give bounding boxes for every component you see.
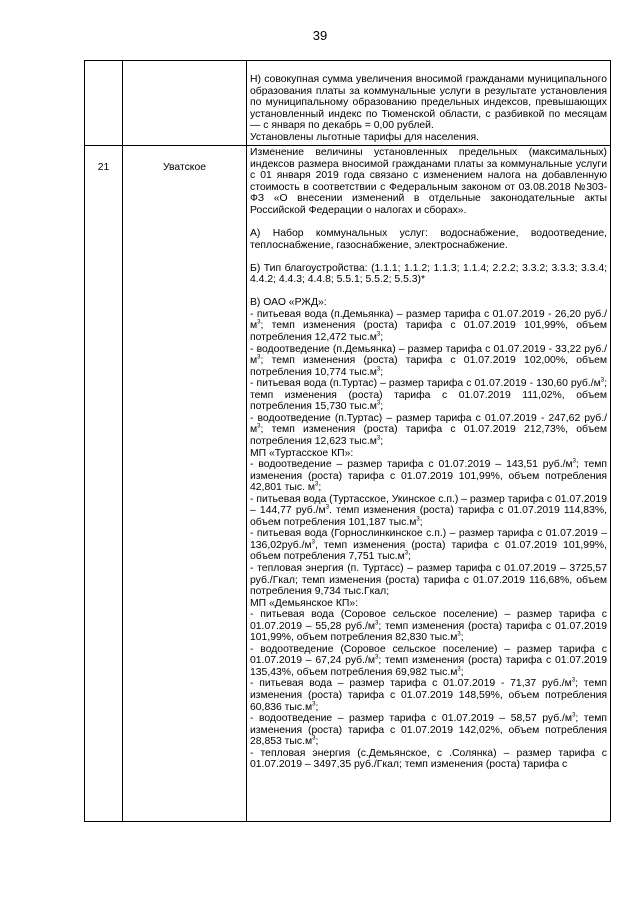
row-number-cell bbox=[85, 61, 123, 146]
row-number-cell: 21 bbox=[85, 146, 123, 822]
unit-exponent: 3 bbox=[600, 377, 605, 384]
tariff-text: ; bbox=[408, 551, 412, 563]
tariff-text: , темп изменения (роста) тарифа с 01.07.2019 101,99%, объем потребления 7,751 тыс.м bbox=[250, 539, 607, 563]
unit-exponent: 3 bbox=[375, 654, 379, 661]
unit-exponent: 3 bbox=[315, 481, 319, 488]
tariff-item bbox=[250, 309, 607, 344]
tariff-text: ; bbox=[419, 516, 423, 528]
tariff-item bbox=[250, 344, 607, 379]
municipality-cell: Уватское bbox=[123, 146, 247, 822]
document-table bbox=[84, 60, 611, 822]
tariff-item bbox=[250, 378, 607, 413]
unit-exponent: 3 bbox=[571, 677, 576, 684]
tariff-text: ; bbox=[315, 701, 319, 713]
tariff-text: - питьевая вода (п.Демьянка) – размер тарифа с 01.07.2019 - 26,20 руб./м bbox=[250, 308, 607, 332]
section-title-demyansk: МП «Демьянское КП»: bbox=[250, 597, 359, 609]
demyansk-items bbox=[250, 609, 607, 771]
unit-exponent: 3 bbox=[572, 712, 576, 719]
services-paragraph: А) Набор коммунальных услуг: водоснабжение, водоотведение, теплоснабжение, газоснабжение, электроснабжение. bbox=[250, 228, 607, 251]
tariff-item bbox=[250, 563, 607, 598]
tariff-text: - питьевая вода (п.Туртас) – размер тарифа с 01.07.2019 - 130,60 руб./м bbox=[250, 378, 601, 390]
unit-exponent: 3 bbox=[312, 735, 316, 742]
tariff-text: ; bbox=[318, 482, 322, 494]
tariff-item bbox=[250, 609, 607, 644]
tariff-text: ; темп изменения (роста) тарифа с 01.07.2019 102,00%, объем потребления 10,774 тыс.м bbox=[250, 355, 607, 378]
tariff-text: - питьевая вода (Соровое сельское поселение) – размер тарифа с 01.07.2019 – 55,28 руб./м bbox=[250, 609, 607, 632]
tariff-text: - водоотведение – размер тарифа с 01.07.2019 – 58,57 руб./м bbox=[250, 713, 573, 725]
tariff-text: - водоотведение (п.Туртас) – размер тарифа с 01.07.2019 - 247,62 руб./м bbox=[250, 412, 607, 436]
unit-exponent: 3 bbox=[376, 331, 381, 338]
tariff-text: - водоотведение (п.Демьянка) – размер тарифа с 01.07.2019 - 33,22 руб./м bbox=[250, 343, 607, 367]
row-content bbox=[247, 61, 610, 145]
unit-exponent: 3 bbox=[376, 366, 381, 373]
tariff-item bbox=[250, 494, 607, 529]
tariff-text: - тепловая энергия (п. Туртасс) – размер тарифа с 01.07.2019 – 3725,57 руб./Гкал; темп изменения (роста) тарифа с 01.07.2019 116,68%, объем потребления 9,734 тыс.Гкал; bbox=[250, 562, 607, 598]
unit-exponent: 3 bbox=[257, 320, 261, 327]
paragraph: Н) совокупная сумма увеличения вносимой гражданами муниципального образования платы за коммунальные услуги в результате установления по муниципальному образованию предельных индексов, превышающих установленный индекс по Тюменской области, с разбивкой по месяцам — с января по декабрь = 0,00 рублей. bbox=[250, 74, 607, 132]
section-title-turtas: МП «Туртасское КП»: bbox=[250, 447, 354, 459]
tariff-text: ; темп изменения (роста) тарифа с 01.07.2019 135,43%, объем потребления 69,982 тыс.м bbox=[250, 655, 607, 678]
unit-exponent: 3 bbox=[375, 620, 379, 627]
tariff-text: ; темп изменения (роста) тарифа с 01.07.2019 148,59%, объем потребления 60,836 тыс.м bbox=[250, 678, 608, 713]
tariff-text: - питьевая вода – размер тарифа с 01.07.2019 - 71,37 руб./м bbox=[250, 678, 572, 690]
tariff-item bbox=[250, 459, 607, 494]
section-title-rzd: В) ОАО «РЖД»: bbox=[250, 297, 327, 309]
improvement-type-paragraph: Б) Тип благоустройства: (1.1.1; 1.1.2; 1.1.3; 1.1.4; 2.2.2; 3.3.2; 3.3.3; 3.3.4; 4.4.2; 4.4.3; 4.4.8; 5.5.1; 5.5.2; 5.5.3)* bbox=[250, 262, 607, 286]
tariff-item bbox=[250, 644, 607, 679]
tariff-text: - водоотведение – размер тарифа с 01.07.2019 – 143,51 руб./м bbox=[250, 459, 573, 471]
paragraph: Установлены льготные тарифы для населения. bbox=[250, 131, 480, 143]
municipality-cell bbox=[123, 61, 247, 146]
tariff-text: - тепловая энергия (с.Демьянское, с .Солянка) – размер тарифа с 01.07.2019 – 3497,35 руб./Гкал; темп изменения (роста) тарифа с bbox=[250, 747, 607, 771]
row-content bbox=[247, 146, 610, 821]
tariff-item bbox=[250, 748, 607, 771]
rzd-items bbox=[250, 309, 607, 448]
page-number: 39 bbox=[312, 28, 328, 43]
tariff-text: - водоотведение (Соровое сельское поселение) – размер тарифа с 01.07.2019 – 67,24 руб./м bbox=[250, 643, 607, 667]
unit-exponent: 3 bbox=[257, 354, 261, 361]
tariff-text: ; bbox=[460, 632, 464, 644]
tariff-text: - питьевая вода (Туртасское, Укинское с.п.) – размер тарифа с 01.07.2019 – 144,77 руб./м bbox=[250, 493, 607, 517]
tariff-text: ; bbox=[315, 736, 319, 748]
table-row bbox=[85, 61, 611, 146]
tariff-text: ; темп изменения (роста) тарифа с 01.07.2019 111,02%, объем потребления 15,730 тыс.м bbox=[250, 378, 607, 413]
unit-exponent: 3 bbox=[312, 701, 316, 708]
unit-exponent: 3 bbox=[376, 435, 381, 442]
unit-exponent: 3 bbox=[257, 423, 261, 430]
tariff-text: ; темп изменения (роста) тарифа с 01.07.2019 142,02%, объем потребления 28,853 тыс.м bbox=[250, 713, 607, 748]
tariff-text: ; bbox=[380, 366, 384, 378]
unit-exponent: 3 bbox=[416, 516, 420, 523]
unit-exponent: 3 bbox=[404, 550, 409, 557]
turtas-items bbox=[250, 459, 607, 598]
tariff-text: . темп изменения (роста) тарифа с 01.07.2019 114,83%, объем потребления 101,187 тыс.м bbox=[250, 505, 607, 528]
tariff-item bbox=[250, 713, 607, 748]
tariff-item bbox=[250, 413, 607, 448]
tariff-text: ; темп изменения (роста) тарифа с 01.07.2019 101,99%, объем потребления 42,801 тыс. м bbox=[250, 459, 608, 494]
tariff-text: ; bbox=[380, 435, 384, 447]
unit-exponent: 3 bbox=[457, 666, 461, 673]
tariff-text: ; bbox=[380, 332, 384, 344]
unit-exponent: 3 bbox=[325, 504, 330, 511]
unit-exponent: 3 bbox=[311, 539, 315, 546]
tariff-text: ; темп изменения (роста) тарифа с 01.07.2019 212,73%, объем потребления 12,623 тыс.м bbox=[250, 424, 607, 447]
tariff-text: ; темп изменения (роста) тарифа с 01.07.2019 101,99%, объем потребления 12,472 тыс.м bbox=[250, 320, 607, 344]
unit-exponent: 3 bbox=[572, 458, 576, 465]
tariff-item bbox=[250, 678, 607, 713]
tariff-text: - питьевая вода (Горнослинкинское с.п.) – размер тарифа с 01.07.2019 – 136,02руб./м bbox=[250, 528, 607, 551]
table-row bbox=[85, 146, 611, 822]
unit-exponent: 3 bbox=[376, 400, 381, 407]
intro-paragraph: Изменение величины установленных предельных (максимальных) индексов размера вносимой гражданами платы за коммунальные услуги с 01 января 2019 года связано с изменением налога на добавленную стоимость в соответствии с Федеральным законом от 03.08.2018 №303-ФЗ «О внесении изменений в отдельные законодательные акты Российской Федерации о налогах и сборах». bbox=[250, 147, 607, 217]
tariff-text: ; bbox=[460, 666, 464, 678]
tariff-text: ; темп изменения (роста) тарифа с 01.07.2019 101,99%, объем потребления 82,830 тыс.м bbox=[250, 620, 607, 644]
unit-exponent: 3 bbox=[457, 631, 461, 638]
tariff-text: ; bbox=[380, 401, 384, 413]
tariff-item bbox=[250, 528, 607, 563]
